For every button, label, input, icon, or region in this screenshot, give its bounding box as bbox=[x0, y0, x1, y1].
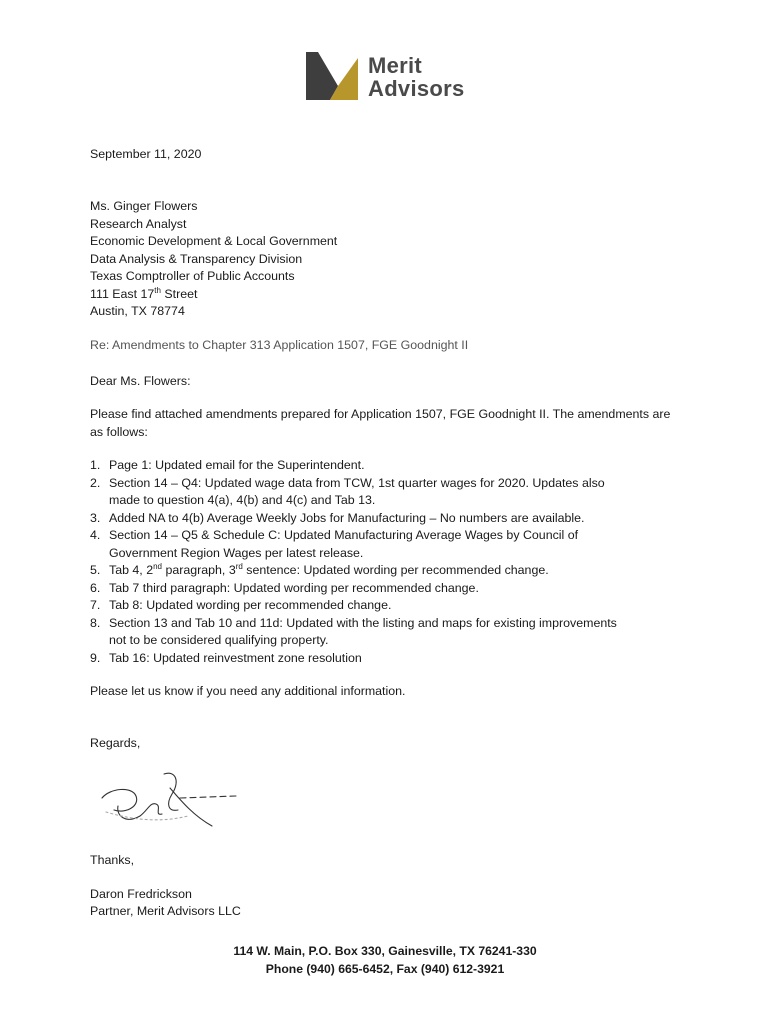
recipient-division: Data Analysis & Transparency Division bbox=[90, 251, 303, 266]
salutation: Dear Ms. Flowers: bbox=[90, 374, 191, 388]
list-item-text: Tab 4, 2nd paragraph, 3rd sentence: Updated wording per recommended change. bbox=[109, 561, 549, 577]
footer-phone: Phone (940) 665-6452, Fax (940) 612-3921 bbox=[265, 961, 505, 976]
list-item-number: 6. bbox=[90, 580, 101, 595]
list-item-text: Tab 7 third paragraph: Updated wording per recommended change. bbox=[109, 580, 479, 595]
logo-line-2: Advisors bbox=[368, 76, 465, 101]
signer-name: Daron Fredrickson bbox=[90, 887, 192, 901]
list-item-number: 7. bbox=[90, 598, 101, 612]
list-item bbox=[90, 580, 670, 598]
letter-date: September 11, 2020 bbox=[90, 147, 202, 161]
list-item-number: 4. bbox=[90, 528, 101, 542]
list-item-text: Section 14 – Q4: Updated wage data from TCW, 1st quarter wages for 2020. Updates also bbox=[109, 475, 605, 490]
recipient-address bbox=[90, 198, 690, 321]
list-item-text: Tab 8: Updated wording per recommended change. bbox=[109, 598, 392, 612]
list-item-text: Section 13 and Tab 10 and 11d: Updated with the listing and maps for existing improvements bbox=[109, 615, 617, 630]
signer-title: Partner, Merit Advisors LLC bbox=[90, 904, 241, 918]
amendments-list bbox=[90, 457, 670, 667]
subject-line: Re: Amendments to Chapter 313 Application 1507, FGE Goodnight II bbox=[90, 338, 469, 352]
list-item-text: Section 14 – Q5 & Schedule C: Updated Manufacturing Average Wages by Council of bbox=[109, 528, 579, 542]
list-item-number: 8. bbox=[90, 615, 101, 630]
list-item-text: made to question 4(a), 4(b) and 4(c) and Tab 13. bbox=[109, 493, 376, 507]
list-item-text: Government Region Wages per latest release. bbox=[109, 545, 364, 560]
list-item bbox=[90, 527, 670, 562]
closing-note: Please let us know if you need any additional information. bbox=[90, 684, 406, 698]
logo-wordmark bbox=[368, 54, 465, 100]
recipient-city: Austin, TX 78774 bbox=[90, 304, 185, 318]
footer bbox=[0, 943, 770, 978]
list-item bbox=[90, 615, 670, 650]
list-item-text: Page 1: Updated email for the Superintendent. bbox=[109, 458, 365, 472]
list-item bbox=[90, 597, 670, 615]
list-item-number: 2. bbox=[90, 475, 101, 490]
list-item bbox=[90, 510, 670, 528]
regards: Regards, bbox=[90, 736, 141, 750]
list-item-number: 5. bbox=[90, 563, 101, 577]
list-item bbox=[90, 650, 670, 668]
thanks: Thanks, bbox=[90, 853, 135, 867]
footer-address: 114 W. Main, P.O. Box 330, Gainesville, TX 76241-330 bbox=[233, 944, 537, 958]
list-item-number: 3. bbox=[90, 510, 101, 525]
list-item-number: 9. bbox=[90, 650, 101, 665]
list-item-text: Added NA to 4(b) Average Weekly Jobs for Manufacturing – No numbers are available. bbox=[109, 510, 585, 525]
list-item-text: Tab 16: Updated reinvestment zone resolution bbox=[109, 650, 362, 665]
recipient-department: Economic Development & Local Government bbox=[90, 234, 338, 248]
signature-image bbox=[96, 768, 246, 834]
list-item-text: not to be considered qualifying property. bbox=[109, 633, 329, 647]
list-item bbox=[90, 475, 670, 510]
list-item-number: 1. bbox=[90, 458, 101, 472]
recipient-title: Research Analyst bbox=[90, 216, 187, 231]
recipient-office: Texas Comptroller of Public Accounts bbox=[90, 269, 295, 283]
logo-mark-icon bbox=[304, 50, 364, 102]
recipient-street: 111 East 17th Street bbox=[90, 285, 198, 301]
recipient-name: Ms. Ginger Flowers bbox=[90, 199, 198, 213]
list-item bbox=[90, 457, 670, 475]
list-item bbox=[90, 562, 670, 580]
merit-advisors-logo bbox=[304, 50, 474, 104]
intro-paragraph: Please find attached amendments prepared for Application 1507, FGE Goodnight II. The amendments are as follows: bbox=[90, 407, 671, 439]
logo-line-1: Merit bbox=[368, 53, 423, 78]
